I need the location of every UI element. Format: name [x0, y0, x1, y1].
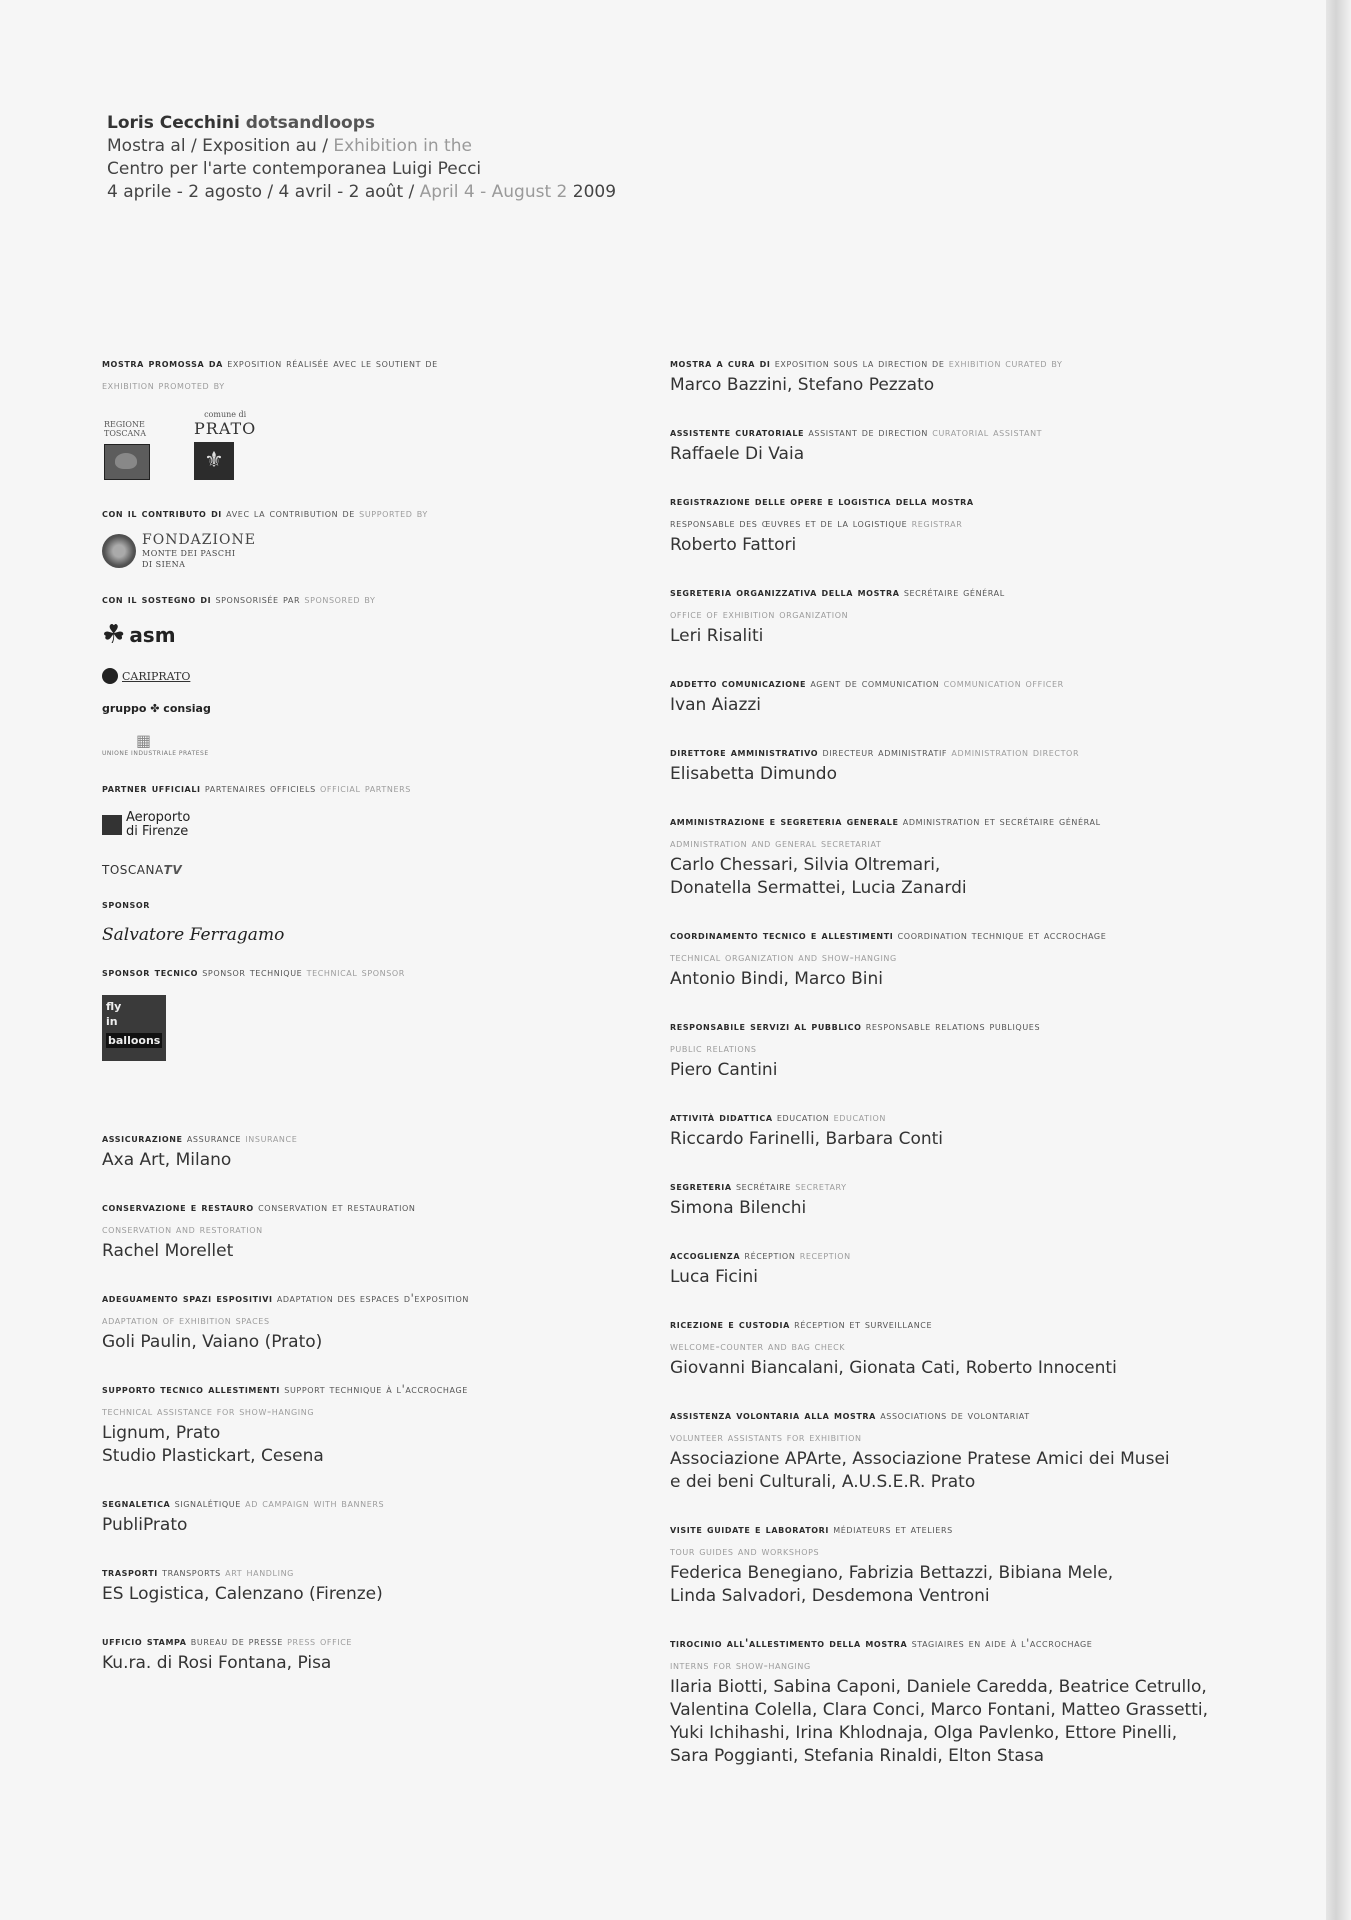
fondazione-mps-logo: FONDAZIONE MONTE DEI PASCHI DI SIENA [102, 532, 622, 570]
section-organization-office: segreteria organizzativa della mostra secrétaire général office of exhibition organization Leri Risaliti [670, 581, 1230, 648]
sponsor-logos [102, 620, 622, 757]
dates-it-fr: 4 aprile - 2 agosto / 4 avril - 2 août / [107, 182, 420, 202]
aeroporto-icon [102, 815, 122, 835]
communication-value: Ivan Aiazzi [670, 695, 762, 715]
education-value: Riccardo Farinelli, Barbara Conti [670, 1129, 944, 1149]
exhibition-it-fr: Mostra al / Exposition au / [107, 136, 334, 156]
section-label: sponsor tecnico sponsor technique technical sponsor [102, 965, 405, 979]
technical-support-value: Studio Plastickart, Cesena [102, 1446, 324, 1466]
welcome-counter-value: Giovanni Biancalani, Gionata Cati, Roberto Innocenti [670, 1358, 1117, 1378]
curated-value: Marco Bazzini, Stefano Pezzato [670, 375, 935, 395]
section-insurance: assicurazione assurance insurance Axa Art, Milano [102, 1127, 622, 1172]
section-welcome-counter: ricezione e custodia réception et surveillance welcome-counter and bag check Giovanni Biancalani, Gionata Cati, Roberto Innocenti [670, 1313, 1230, 1380]
administration-value: Donatella Sermattei, Lucia Zanardi [670, 878, 967, 898]
registrar-value: Roberto Fattori [670, 535, 797, 555]
section-label-en: exhibition promoted by [102, 378, 225, 392]
toscana-tv-logo: TOSCANATV [102, 863, 183, 877]
section-tour-guides: visite guidate e laboratori médiateurs et ateliers tour guides and workshops Federica Benegiano, Fabrizia Bettazzi, Bibiana Mele, Linda Salvadori, Desdemona Ventroni [670, 1518, 1230, 1608]
section-education: attività didattica education education Riccardo Farinelli, Barbara Conti [670, 1106, 1230, 1151]
adaptation-value: Goli Paulin, Vaiano (Prato) [102, 1332, 323, 1352]
promoted-logos [104, 410, 622, 480]
section-reception: accoglienza réception reception Luca Ficini [670, 1244, 1230, 1289]
fondazione-seal-icon [102, 534, 136, 568]
section-supported [102, 502, 622, 570]
volunteers-value: e dei beni Culturali, A.U.S.E.R. Prato [670, 1472, 976, 1492]
section-administration: amministrazione e segreteria generale administration et secrétaire général administration and general secretariat Carlo Chessari, Silvia Oltremari, Donatella Sermattei, Lucia Zanardi [670, 810, 1230, 900]
consiag-logo: gruppo ✤ consiag [102, 702, 211, 715]
tour-guides-value: Federica Benegiano, Fabrizia Bettazzi, Bibiana Mele, [670, 1563, 1114, 1583]
section-secretary: segreteria secrétaire secretary Simona Bilenchi [670, 1175, 1230, 1220]
left-column [102, 352, 622, 1699]
cariprato-icon [102, 668, 118, 684]
asm-clover-icon: ☘ [102, 620, 126, 650]
section-adaptation: adeguamento spazi espositivi adaptation des espaces d'exposition adaptation of exhibition spaces Goli Paulin, Vaiano (Prato) [102, 1287, 622, 1354]
conservation-value: Rachel Morellet [102, 1241, 234, 1261]
section-public-relations: responsabile servizi al pubblico responsable relations publiques public relations Piero Cantini [670, 1015, 1230, 1082]
section-technical-coordination: coordinamento tecnico e allestimenti coordination technique et accrochage technical organization and show-hanging Antonio Bindi, Marco Bini [670, 924, 1230, 991]
section-label: sponsor [102, 897, 151, 911]
section-label: partner ufficiali partenaires officiels official partners [102, 781, 411, 795]
transport-value: ES Logistica, Calenzano (Firenze) [102, 1584, 383, 1604]
section-communication: addetto comunicazione agent de communication communication officer Ivan Aiazzi [670, 672, 1230, 717]
section-signage: segnaletica signalétique ad campaign with banners PubliPrato [102, 1492, 622, 1537]
section-volunteers: assistenza volontaria alla mostra associations de volontariat volunteer assistants for exhibition Associazione APArte, Associazione Pratese Amici dei Musei e dei beni Culturali, A.U.S.E.R. Prato [670, 1404, 1230, 1494]
section-sponsor [102, 893, 622, 945]
cariprato-logo: CARIPRATO [102, 668, 622, 684]
section-partners [102, 777, 622, 877]
section-curated: mostra a cura di exposition sous la direction de exhibition curated by Marco Bazzini, Stefano Pezzato [670, 352, 1230, 397]
section-conservation: conservazione e restauro conservation et restauration conservation and restoration Rachel Morellet [102, 1196, 622, 1263]
regione-toscana-logo: REGIONE TOSCANA [104, 420, 154, 480]
prato-lily-icon: ⚜ [194, 442, 234, 480]
section-interns: tirocinio all'allestimento della mostra stagiaires en aide à l'accrochage interns for show-hanging Ilaria Biotti, Sabina Caponi, Daniele Caredda, Beatrice Cetrullo, Valentina Colella, Clara Conci, Marco Fontani, Matteo Grassetti, Yuki Ichihashi, Irina Khlodnaja, Olga Pavlenko, Ettore Pinelli, Sara Poggianti, Stefania Rinaldi, Elton Stasa [670, 1632, 1230, 1768]
dates-line [107, 181, 616, 204]
section-press-office: ufficio stampa bureau de presse press office Ku.ra. di Rosi Fontana, Pisa [102, 1630, 622, 1675]
section-transport: trasporti transports art handling ES Logistica, Calenzano (Firenze) [102, 1561, 622, 1606]
aeroporto-firenze-logo: Aeroporto di Firenze [102, 811, 622, 839]
tour-guides-value: Linda Salvadori, Desdemona Ventroni [670, 1586, 990, 1606]
press-office-value: Ku.ra. di Rosi Fontana, Pisa [102, 1653, 332, 1673]
exhibition-en: Exhibition in the [333, 136, 472, 156]
section-curatorial-assistant: assistente curatoriale assistant de direction curatorial assistant Raffaele Di Vaia [670, 421, 1230, 466]
organization-office-value: Leri Risaliti [670, 626, 764, 646]
technical-support-value: Lignum, Prato [102, 1423, 221, 1443]
artist-title [107, 112, 616, 135]
technical-coordination-value: Antonio Bindi, Marco Bini [670, 969, 883, 989]
administration-value: Carlo Chessari, Silvia Oltremari, [670, 855, 941, 875]
secretary-value: Simona Bilenchi [670, 1198, 807, 1218]
section-label: con il sostegno di sponsorisée par sponsored by [102, 592, 376, 606]
comune-prato-logo: comune di PRATO ⚜ [194, 410, 256, 480]
venue: Centro per l'arte contemporanea Luigi Pecci [107, 159, 482, 179]
uip-logo: ▦ UNIONE INDUSTRIALE PRATESE [102, 731, 622, 757]
exhibition-line [107, 135, 616, 158]
section-registrar: registrazione delle opere e logistica della mostra responsable des œuvres et de la logistique registrar Roberto Fattori [670, 490, 1230, 557]
ferragamo-logo: Salvatore Ferragamo [102, 925, 285, 945]
project-name: dotsandloops [245, 113, 376, 133]
administration-director-value: Elisabetta Dimundo [670, 764, 837, 784]
fly-in-balloons-logo: fly in balloons [102, 995, 166, 1061]
page-edge [1326, 0, 1351, 1920]
section-technical-sponsor [102, 961, 622, 1061]
reception-value: Luca Ficini [670, 1267, 758, 1287]
section-label: mostra promossa da exposition réalisée avec le soutient de [102, 356, 438, 370]
asm-logo: ☘ asm [102, 620, 176, 650]
section-administration-director: direttore amministrativo directeur administratif administration director Elisabetta Dimundo [670, 741, 1230, 786]
interns-value: Yuki Ichihashi, Irina Khlodnaja, Olga Pavlenko, Ettore Pinelli, [670, 1723, 1178, 1743]
section-sponsored [102, 588, 622, 757]
regione-shield-icon [104, 444, 150, 480]
section-technical-support: supporto tecnico allestimenti support technique à l'accrochage technical assistance for show-hanging Lignum, Prato Studio Plastickart, Cesena [102, 1378, 622, 1468]
year: 2009 [567, 182, 617, 202]
interns-value: Sara Poggianti, Stefania Rinaldi, Elton Stasa [670, 1746, 1045, 1766]
artist-name: Loris Cecchini [107, 113, 240, 133]
interns-value: Valentina Colella, Clara Conci, Marco Fontani, Matteo Grassetti, [670, 1700, 1209, 1720]
insurance-value: Axa Art, Milano [102, 1150, 232, 1170]
dates-en: April 4 - August 2 [419, 182, 568, 202]
uip-emblem-icon: ▦ [136, 731, 152, 750]
curatorial-assistant-value: Raffaele Di Vaia [670, 444, 805, 464]
right-column [670, 352, 1230, 1792]
section-promoted [102, 352, 622, 480]
signage-value: PubliPrato [102, 1515, 188, 1535]
public-relations-value: Piero Cantini [670, 1060, 778, 1080]
interns-value: Ilaria Biotti, Sabina Caponi, Daniele Caredda, Beatrice Cetrullo, [670, 1677, 1207, 1697]
section-label: con il contributo di avec la contribution de supported by [102, 506, 428, 520]
volunteers-value: Associazione APArte, Associazione Pratese Amici dei Musei [670, 1449, 1170, 1469]
catalog-header [107, 112, 616, 204]
